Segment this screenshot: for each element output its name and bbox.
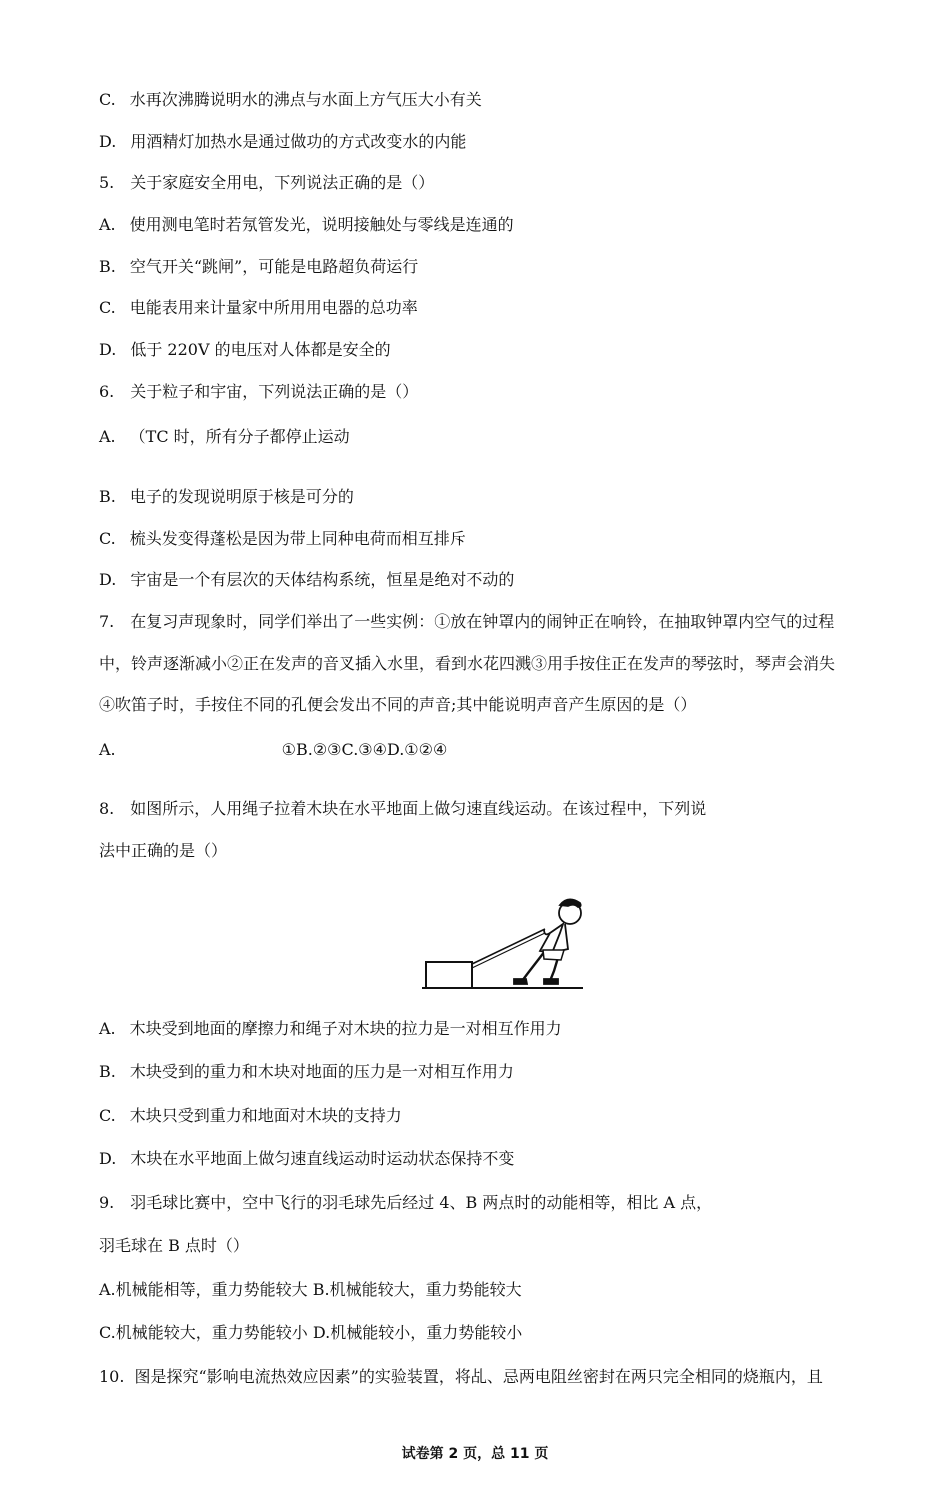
option-label: A. [99,740,116,759]
person-figure [514,899,581,984]
question-number: 10. [99,1367,125,1386]
question-text: 关于家庭安全用电，下列说法正确的是（） [130,173,435,192]
page-footer: 试卷第 2 页，总 11 页 [401,1446,549,1462]
option-label: D. [99,132,117,151]
question-7 [99,611,834,633]
q8-option-a [99,1018,562,1040]
question-number: 7. [99,612,115,631]
option-text: 梳头发变得蓬松是因为带上同种电荷而相互排斥 [129,529,466,548]
question-8 [99,798,706,820]
question-text: 图是探究“影响电流热效应因素”的实验装置，将乩、忌两电阻丝密封在两只完全相同的烧瓶内，且 [134,1367,823,1386]
question-number: 6. [99,382,115,401]
question-6 [99,381,418,403]
question-text: 中，铃声逐渐减小②正在发声的音叉插入水里，看到水花四溅③用手按住正在发声的琴弦时，琴声会消失 [99,654,836,673]
line-option-c [99,89,482,111]
option-text: ①B.②③C.③④D.①②④ [281,740,448,759]
question-9 [99,1192,712,1214]
option-label: D. [99,570,117,589]
question-10 [99,1366,823,1388]
q8-option-d [99,1148,514,1170]
q5-option-c [99,297,418,319]
q6-option-d [99,569,514,591]
option-label: B. [99,1062,116,1081]
option-label: A. [99,427,116,446]
line-option-d [99,131,466,153]
rope-line-shadow [472,933,545,968]
question-5 [99,172,434,194]
q7-options [99,739,447,761]
option-label: C. [99,298,116,317]
option-label: A. [99,1019,116,1038]
question-text: 关于粒子和宇宙，下列说法正确的是（） [130,382,419,401]
option-text: 木块受到的重力和木块对地面的压力是一对相互作用力 [129,1062,514,1081]
q8-option-b [99,1061,514,1083]
question-number: 5. [99,173,115,192]
wooden-block [426,962,472,988]
question-text: 羽毛球比赛中，空中飞行的羽毛球先后经过 4、B 两点时的动能相等，相比 A 点， [130,1193,713,1212]
option-text: 电能表用来计量家中所用用电器的总功率 [129,298,418,317]
option-text: 木块在水平地面上做匀速直线运动时运动状态保持不变 [130,1149,515,1168]
option-text: 空气开关“跳闸”，可能是电路超负荷运行 [129,257,419,276]
option-label: B. [99,257,116,276]
question-text: 在复习声现象时，同学们举出了一些实例：①放在钟罩内的闹钟正在响铃，在抽取钟罩内空气的过程 [130,612,835,631]
question-number: 9. [99,1193,115,1212]
question-7-continued [99,694,696,716]
option-label: D. [99,340,117,359]
option-text: 木块受到地面的摩擦力和绳子对木块的拉力是一对相互作用力 [129,1019,562,1038]
q5-option-d [99,339,391,361]
q9-options-cd [99,1322,522,1344]
q6-option-c [99,528,466,550]
question-7-continued [99,653,835,675]
option-text: 水再次沸腾说明水的沸点与水面上方气压大小有关 [129,90,482,109]
question-text: 羽毛球在 B 点时（） [99,1236,249,1255]
option-text: 电子的发现说明原于核是可分的 [129,487,354,506]
option-label: C. [99,90,116,109]
q6-option-a [99,426,350,448]
option-text: C.机械能较大，重力势能较小 D.机械能较小，重力势能较小 [99,1323,523,1342]
question-text: 如图所示，人用绳子拉着木块在水平地面上做匀速直线运动。在该过程中，下列说 [130,799,707,818]
option-text: 低于 220V 的电压对人体都是安全的 [130,340,391,359]
option-text: 使用测电笔时若氖管发光，说明接触处与零线是连通的 [129,215,514,234]
option-text: 宇宙是一个有层次的天体结构系统，恒星是绝对不动的 [130,570,515,589]
option-text: 用酒精灯加热水是通过做功的方式改变水的内能 [130,132,467,151]
option-label: D. [99,1149,117,1168]
q5-option-a [99,214,514,236]
question-text: 法中正确的是（） [99,841,228,860]
person-pulling-block-figure [420,893,585,993]
option-text: （TC 时，所有分子都停止运动 [129,427,350,446]
question-9-continued [99,1235,249,1257]
option-label: B. [99,487,116,506]
q8-option-c [99,1105,402,1127]
option-label: C. [99,1106,116,1125]
rope-line [472,929,545,964]
option-label: A. [99,215,116,234]
option-label: C. [99,529,116,548]
option-text: 木块只受到重力和地面对木块的支持力 [129,1106,402,1125]
question-8-continued [99,840,227,862]
q6-option-b [99,486,354,508]
option-text: A.机械能相等，重力势能较大 B.机械能较大，重力势能较大 [99,1280,522,1299]
question-number: 8. [99,799,115,818]
q9-options-ab [99,1279,522,1301]
question-text: ④吹笛子时，手按住不同的孔便会发出不同的声音;其中能说明声音产生原因的是（） [99,695,697,714]
q5-option-b [99,256,418,278]
